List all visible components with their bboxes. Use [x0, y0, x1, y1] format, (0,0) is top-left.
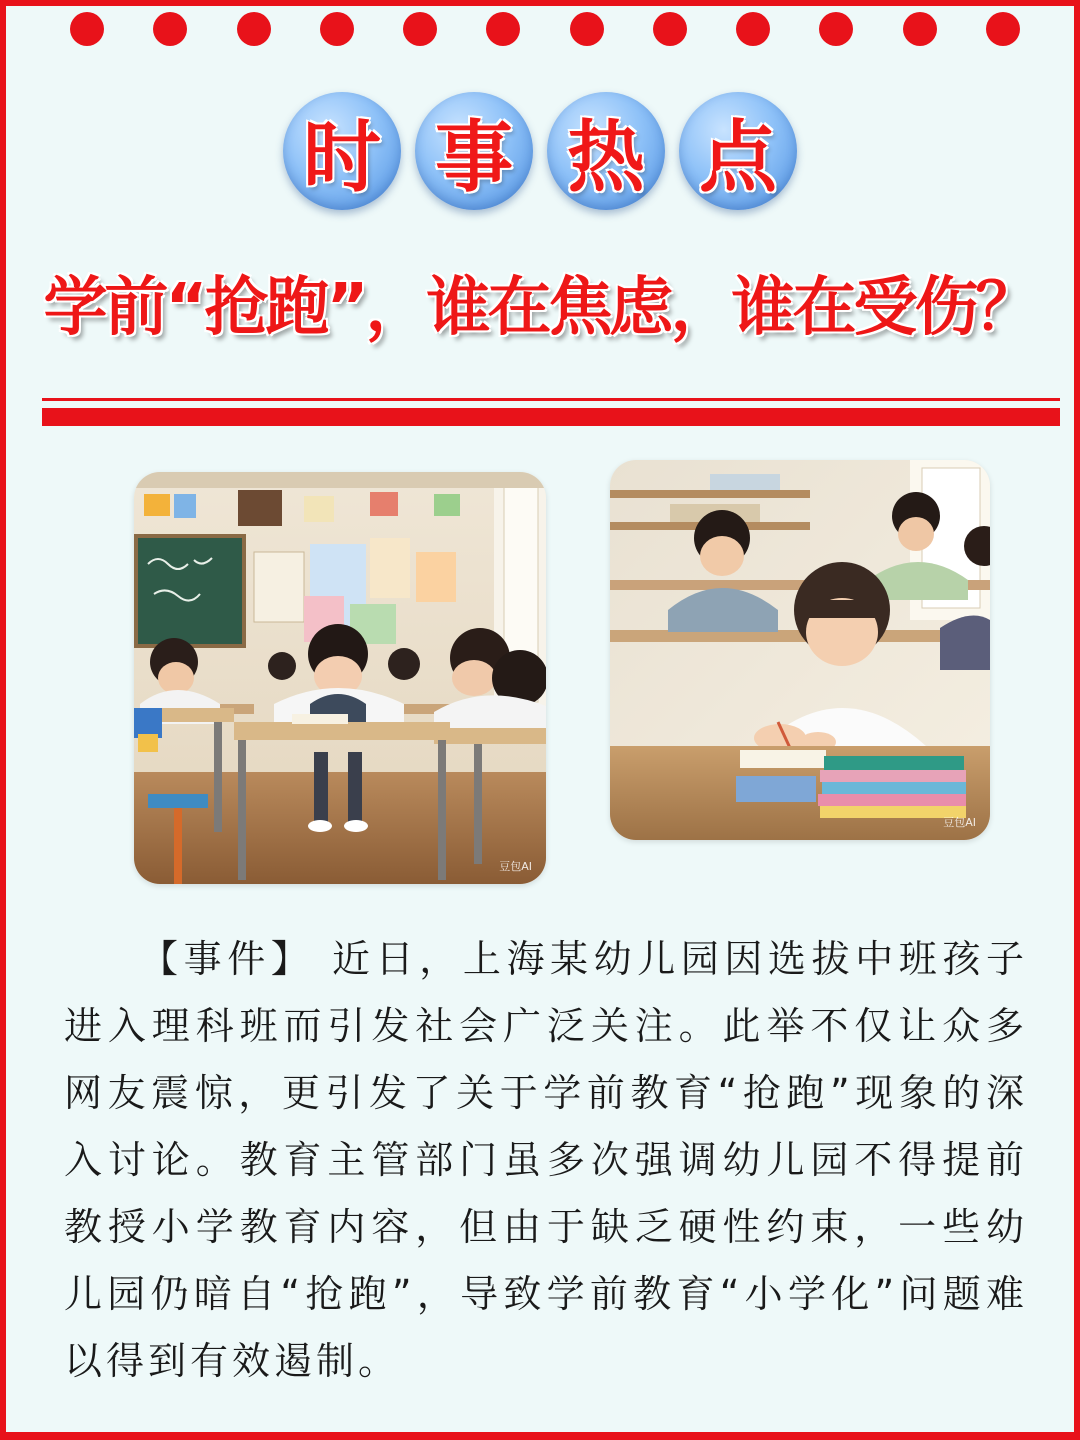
- watermark: 豆包AI: [943, 816, 976, 829]
- red-dot: [903, 12, 937, 46]
- title-char-circle: 热: [547, 92, 665, 210]
- title-char-circle: 事: [415, 92, 533, 210]
- title-char-circle: 点: [679, 92, 797, 210]
- headline: 学前“抢跑”，谁在焦虑，谁在受伤？: [43, 271, 1037, 345]
- classroom-photo-right: [610, 460, 990, 840]
- red-dot: [736, 12, 770, 46]
- section-title: [6, 92, 1074, 210]
- red-dot: [403, 12, 437, 46]
- red-dot: [986, 12, 1020, 46]
- red-dot: [153, 12, 187, 46]
- red-dot: [653, 12, 687, 46]
- classroom-illustration-left: [134, 472, 546, 884]
- watermark: 豆包AI: [499, 860, 532, 873]
- classroom-illustration-right: [610, 460, 990, 840]
- classroom-photo-left: [134, 472, 546, 884]
- red-dot: [819, 12, 853, 46]
- title-char-circle: 时: [283, 92, 401, 210]
- divider-thin: [42, 398, 1060, 401]
- top-border: [6, 0, 1074, 6]
- red-dot: [320, 12, 354, 46]
- divider-thick: [42, 408, 1060, 426]
- red-dot: [237, 12, 271, 46]
- event-paragraph: 【事件】 近日，上海某幼儿园因选拔中班孩子进入理科班而引发社会广泛关注。此举不仅让众多网友震惊，更引发了关于学前教育“抢跑”现象的深入讨论。教育主管部门虽多次强调幼儿园不得提前教授小学教育内容，但由于缺乏硬性约束，一些幼儿园仍暗自“抢跑”，导致学前教育“小学化”问题难以得到有效遏制。: [64, 937, 1028, 1383]
- decorative-dots-row: [70, 12, 1020, 48]
- red-dot: [570, 12, 604, 46]
- red-dot: [70, 12, 104, 46]
- red-dot: [486, 12, 520, 46]
